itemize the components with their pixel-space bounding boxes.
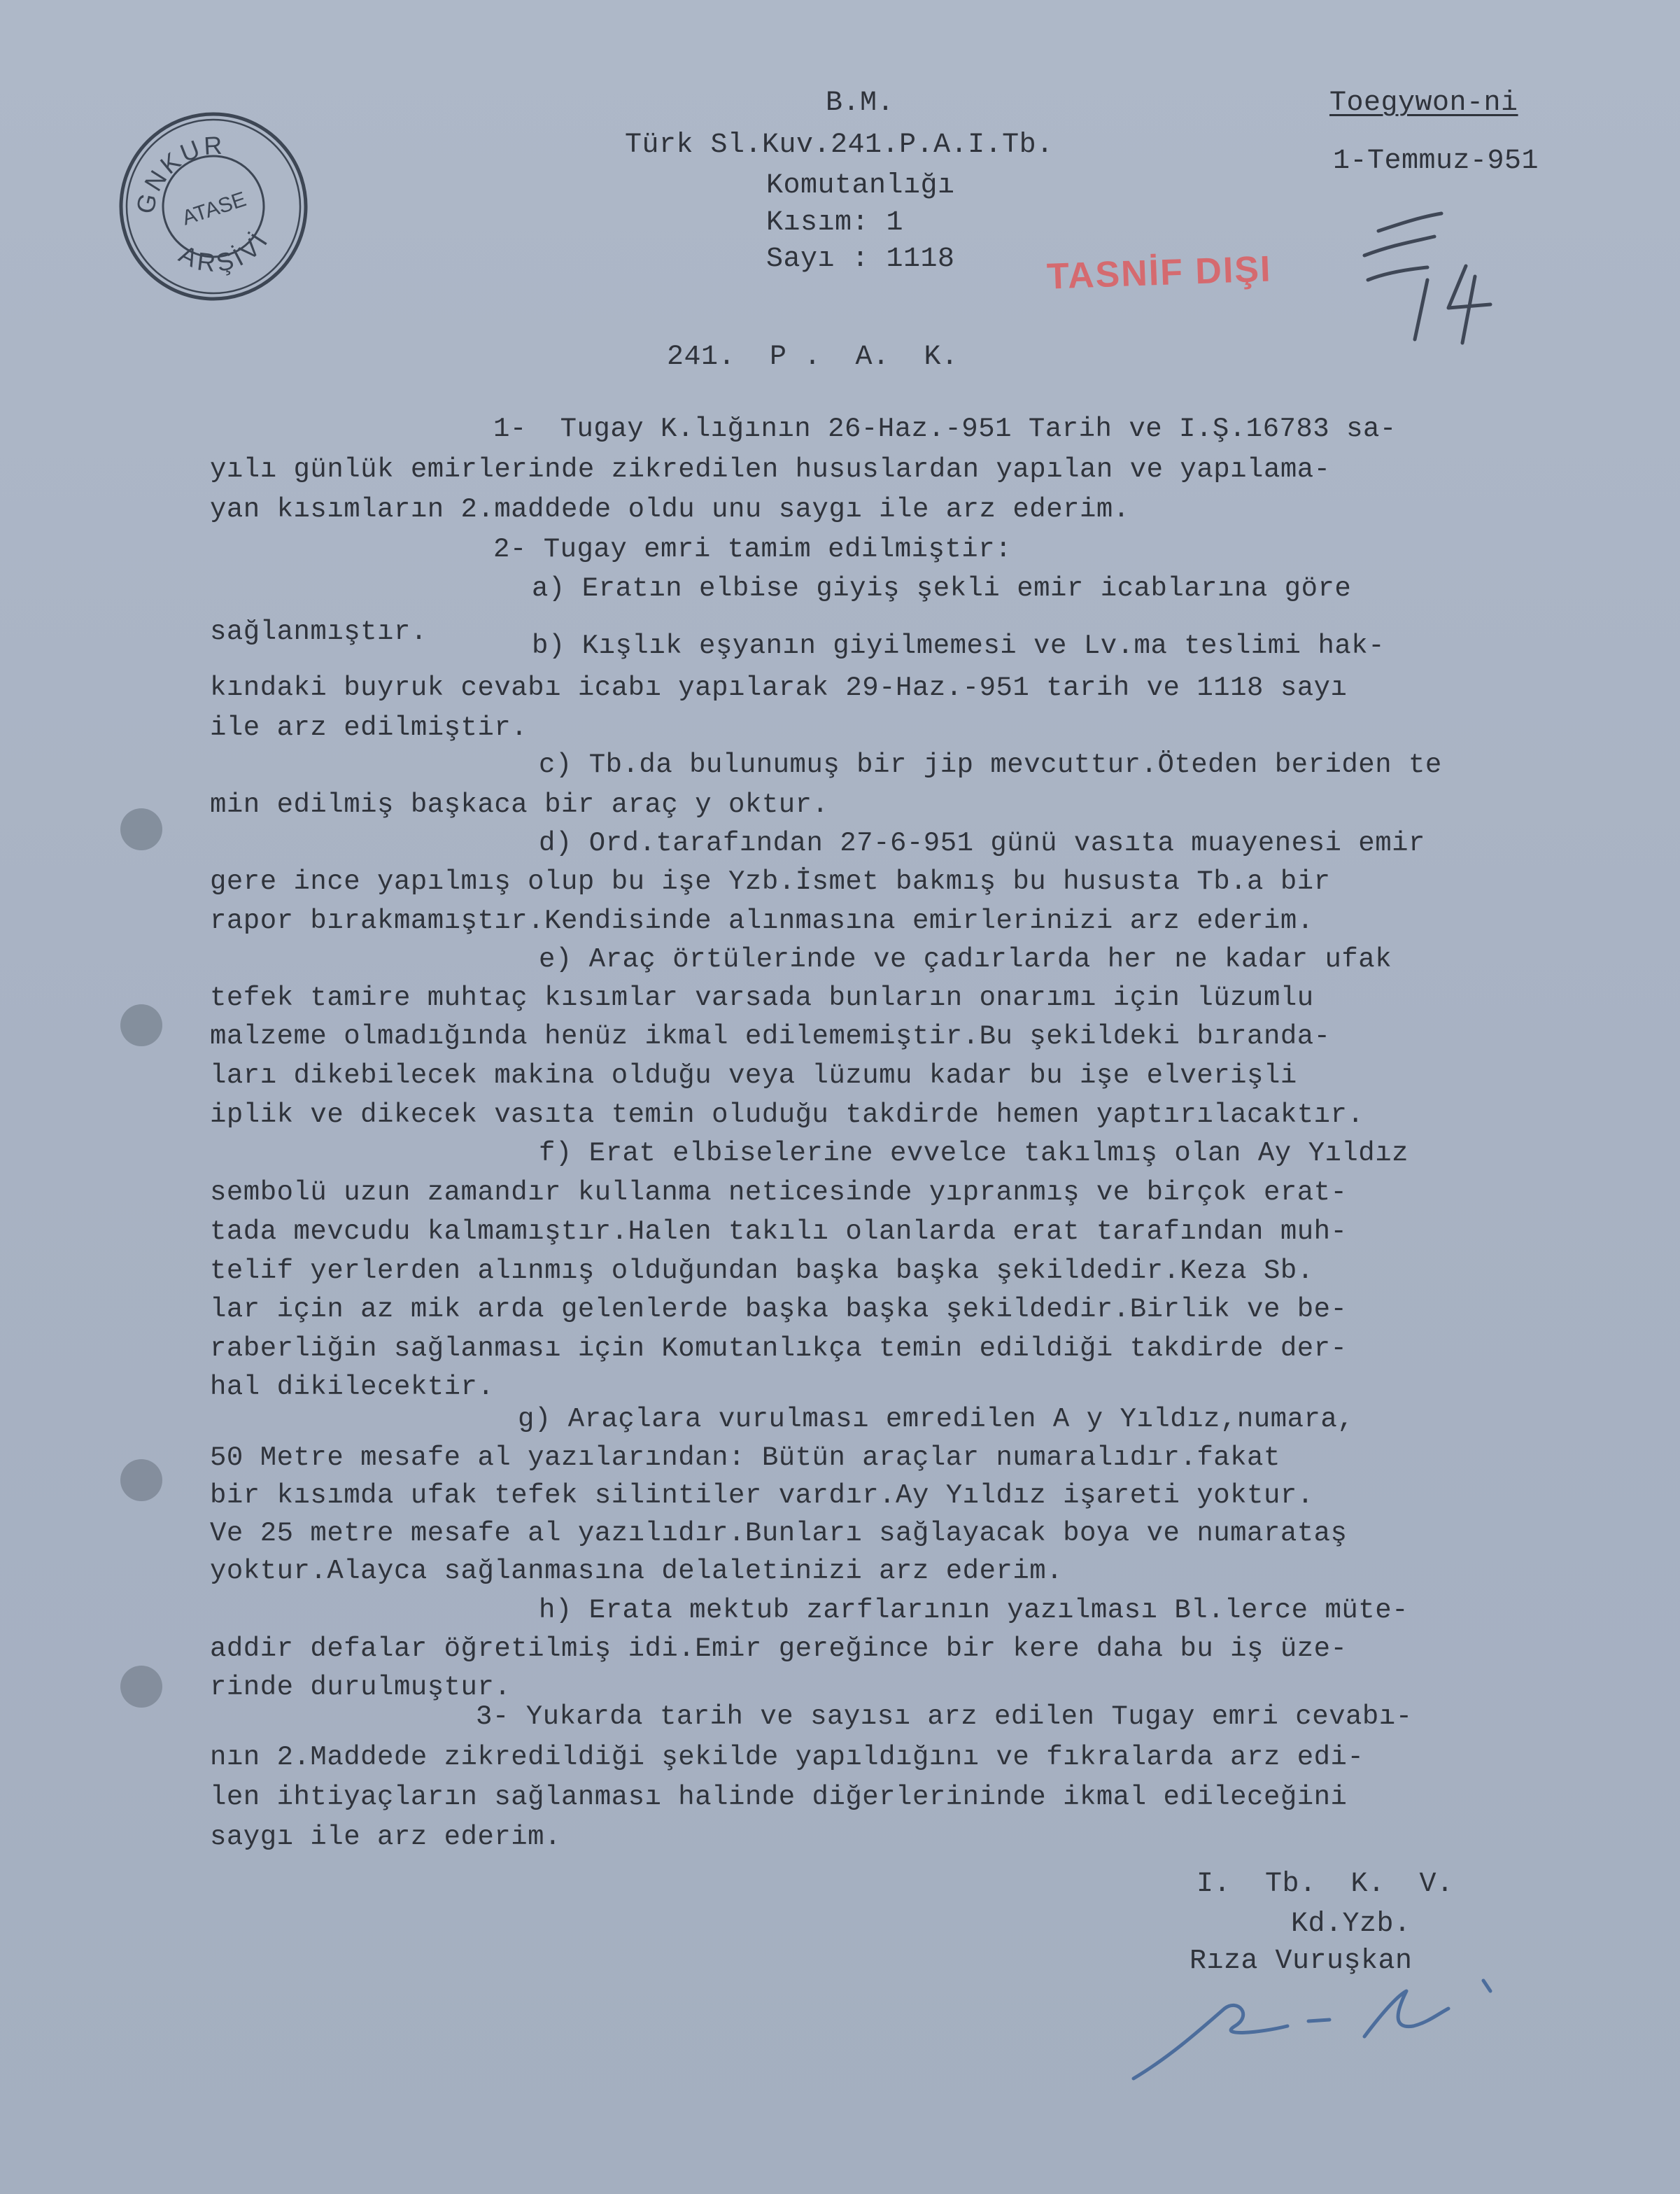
body-line: 3- Yukarda tarih ve sayısı arz edilen Tugay emri cevabı- (476, 1701, 1413, 1732)
signature-title: I. Tb. K. V. (1197, 1869, 1454, 1900)
header-org-line-4: Kısım: 1 (766, 207, 904, 239)
body-line: d) Ord.tarafından 27-6-951 günü vasıta muayenesi emir (539, 828, 1425, 859)
body-line: e) Araç örtülerinde ve çadırlarda her ne kadar ufak (539, 944, 1392, 975)
body-line: bir kısımda ufak tefek silintiler vardır.Ay Yıldız işareti yoktur. (210, 1480, 1314, 1511)
body-line: a) Eratın elbise giyiş şekli emir icablarına göre (532, 573, 1352, 604)
body-line: ile arz edilmiştir. (210, 712, 528, 743)
body-line: ları dikebilecek makina olduğu veya lüzumu kadar bu işe elverişli (210, 1060, 1297, 1091)
seal-middle-text: ATASE (179, 188, 249, 230)
body-line: sembolü uzun zamandır kullanma neticesinde yıpranmış ve birçok erat- (210, 1177, 1348, 1208)
body-line: rinde durulmuştur. (210, 1672, 511, 1703)
punch-hole-icon (120, 1666, 162, 1708)
header-place: Toegywon-ni (1329, 87, 1518, 119)
punch-hole-icon (120, 1004, 162, 1046)
header-date: 1-Temmuz-951 (1333, 146, 1539, 177)
classification-stamp: TASNİF DIŞI (1046, 248, 1273, 297)
seal-bottom-text: ARŞİVİ (174, 225, 276, 278)
body-line: h) Erata mektub zarflarının yazılması Bl.lerce müte- (539, 1595, 1409, 1626)
body-line: malzeme olmadığında henüz ikmal edilememiştir.Bu şekildeki bıranda- (210, 1021, 1331, 1052)
handwritten-number-icon (1350, 203, 1504, 350)
body-line: Ve 25 metre mesafe al yazılıdır.Bunları sağlayacak boya ve numarataş (210, 1518, 1348, 1549)
body-line: len ihtiyaçların sağlanması halinde diğerlerininde ikmal edileceğini (210, 1782, 1348, 1813)
body-line: 1- Tugay K.lığının 26-Haz.-951 Tarih ve I.Ş.16783 sa- (493, 414, 1397, 444)
body-line: addir defalar öğretilmiş idi.Emir gereğince bir kere daha bu iş üze- (210, 1633, 1348, 1664)
addressee: 241. P . A. K. (667, 342, 959, 373)
body-line: saygı ile arz ederim. (210, 1822, 561, 1852)
header-org-line-3: Komutanlığı (766, 170, 955, 202)
body-line: nın 2.Maddede zikredildiği şekilde yapıldığını ve fıkralarda arz edi- (210, 1742, 1364, 1773)
body-line: lar için az mik arda gelenlerde başka başka şekildedir.Birlik ve be- (210, 1294, 1348, 1325)
body-line: yoktur.Alayca sağlanmasına delaletinizi arz ederim. (210, 1556, 1064, 1587)
punch-hole-icon (120, 808, 162, 850)
header-org-line-5: Sayı : 1118 (766, 244, 955, 275)
punch-hole-icon (120, 1459, 162, 1501)
header-org-line-1: B.M. (826, 87, 895, 119)
handwritten-signature-icon (1120, 1960, 1511, 2093)
body-line: 2- Tugay emri tamim edilmiştir: (493, 534, 1012, 565)
body-line: gere ince yapılmış olup bu işe Yzb.İsmet bakmış bu hususta Tb.a bir (210, 866, 1331, 897)
body-line: raberliğin sağlanması için Komutanlıkça temin edildiği takdirde der- (210, 1333, 1348, 1364)
body-line: telif yerlerden alınmış olduğundan başka başka şekildedir.Keza Sb. (210, 1256, 1314, 1286)
body-line: g) Araçlara vurulması emredilen A y Yıldız,numara, (518, 1404, 1355, 1435)
body-line: iplik ve dikecek vasıta temin oluduğu takdirde hemen yaptırılacaktır. (210, 1099, 1364, 1130)
body-line: kındaki buyruk cevabı icabı yapılarak 29-Haz.-951 tarih ve 1118 sayı (210, 673, 1348, 703)
body-line: min edilmiş başkaca bir araç y oktur. (210, 789, 829, 820)
body-line: tada mevcudu kalmamıştır.Halen takılı olanlarda erat tarafından muh- (210, 1216, 1348, 1247)
handwritten-number-text: 14 (1350, 203, 1352, 204)
body-line: yılı günlük emirlerinde zikredilen hususlardan yapılan ve yapılama- (210, 454, 1331, 485)
signature-rank: Kd.Yzb. (1291, 1908, 1411, 1940)
body-line: yan kısımların 2.maddede oldu unu saygı ile arz ederim. (210, 494, 1130, 525)
body-line: hal dikilecektir. (210, 1372, 495, 1402)
signature-name: Rıza Vuruşkan (1190, 1946, 1413, 1977)
header-org-line-2: Türk Sl.Kuv.241.P.A.I.Tb. (625, 129, 1054, 161)
body-line: 50 Metre mesafe al yazılarından: Bütün araçlar numaralıdır.fakat (210, 1442, 1280, 1473)
body-line: c) Tb.da bulunumuş bir jip mevcuttur.Öteden beriden te (539, 750, 1442, 780)
body-line: tefek tamire muhtaç kısımlar varsada bunların onarımı için lüzumlu (210, 983, 1314, 1013)
body-line: f) Erat elbiselerine evvelce takılmış olan Ay Yıldız (539, 1138, 1409, 1169)
seal-top-text: GNKUR (130, 130, 226, 217)
body-line: sağlanmıştır. (210, 617, 428, 647)
archive-seal-icon (112, 105, 315, 308)
body-line: b) Kışlık eşyanın giyilmemesi ve Lv.ma teslimi hak- (532, 631, 1385, 661)
body-line: rapor bırakmamıştır.Kendisinde alınmasına emirlerinizi arz ederim. (210, 906, 1314, 936)
